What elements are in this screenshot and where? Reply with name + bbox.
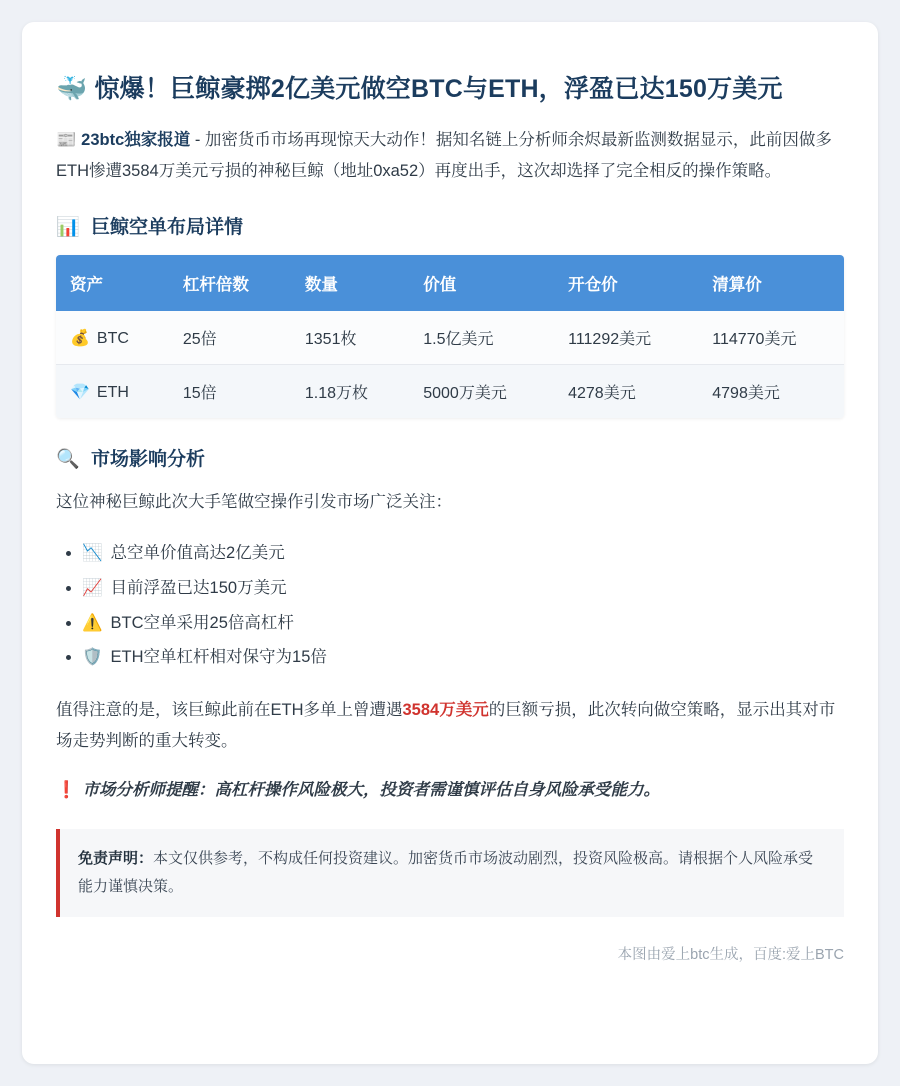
whale-positions-table [56, 255, 844, 418]
column-header-amount: 数量 [291, 255, 409, 311]
column-header-value: 价值 [409, 255, 554, 311]
diamond-icon: 💎 [70, 383, 90, 401]
table-row [56, 311, 844, 365]
list-item [82, 640, 844, 675]
cell-liquidation-price: 114770美元 [698, 311, 844, 365]
page-title [56, 72, 844, 107]
disclaimer-box [56, 829, 844, 917]
table-header-row [56, 255, 844, 311]
table-body [56, 311, 844, 418]
chart-decrease-icon: 📉 [82, 544, 103, 563]
whale-icon: 🐳 [56, 75, 88, 103]
impact-bullet-list [56, 536, 844, 675]
magnifier-icon: 🔍 [56, 449, 80, 471]
analyst-reminder-text: 市场分析师提醒：高杠杆操作风险极大，投资者需谨慎评估自身风险承受能力。 [82, 780, 661, 799]
asset-label: BTC [96, 329, 129, 347]
shield-icon: 🛡️ [82, 648, 103, 667]
note-after: 的巨额亏损，此次转向做空策略，显示出其对市场走势判断的重大转变。 [56, 700, 836, 751]
cell-leverage: 25倍 [169, 311, 291, 365]
money-bag-icon: 💰 [70, 329, 90, 347]
list-item-label: 目前浮盈已达150万美元 [110, 579, 287, 598]
page-title-text: 惊爆！巨鲸豪掷2亿美元做空BTC与ETH，浮盈已达150万美元 [94, 75, 783, 103]
asset-label: ETH [96, 383, 129, 401]
note-before: 值得注意的是，该巨鲸此前在ETH多单上曾遭遇 [56, 700, 403, 719]
table-row [56, 365, 844, 419]
note-highlight: 3584万美元 [402, 700, 489, 719]
section-title-impact [56, 444, 844, 471]
chart-increase-icon: 📈 [82, 579, 103, 598]
analyst-reminder [56, 776, 844, 806]
list-item-label: BTC空单采用25倍高杠杆 [110, 613, 294, 632]
disclaimer-text: 本文仅供参考，不构成任何投资建议。加密货币市场波动剧烈，投资风险极高。请根据个人风险承受能力谨慎决策。 [78, 850, 814, 896]
cell-value: 1.5亿美元 [409, 311, 554, 365]
list-item-label: 总空单价值高达2亿美元 [110, 544, 285, 563]
bar-chart-icon: 📊 [56, 217, 80, 239]
cell-amount: 1.18万枚 [291, 365, 409, 419]
cell-asset [56, 311, 169, 365]
column-header-asset: 资产 [56, 255, 169, 311]
list-item-label: ETH空单杠杆相对保守为15倍 [110, 648, 327, 667]
lead-source: 23btc独家报道 [81, 131, 191, 149]
exclamation-icon: ❗ [56, 780, 77, 799]
cell-open-price: 4278美元 [554, 365, 698, 419]
lead-body: - 加密货币市场再现惊天大动作！据知名链上分析师余烬最新监测数据显示，此前因做多ETH惨遭3584万美元亏损的神秘巨鲸（地址0xa52）再度出手，这次却选择了完全相反的操作策略。 [56, 131, 832, 180]
column-header-liquidation-price: 清算价 [698, 255, 844, 311]
disclaimer-label: 免责声明： [78, 850, 154, 868]
impact-intro: 这位神秘巨鲸此次大手笔做空操作引发市场广泛关注： [56, 493, 452, 512]
cell-open-price: 111292美元 [554, 311, 698, 365]
cell-leverage: 15倍 [169, 365, 291, 419]
section-title-table-text: 巨鲸空单布局详情 [90, 217, 243, 239]
cell-liquidation-price: 4798美元 [698, 365, 844, 419]
cell-amount: 1351枚 [291, 311, 409, 365]
warning-icon: ⚠️ [82, 613, 103, 632]
list-item [82, 571, 844, 606]
footer-credit: 本图由爱上btc生成，百度:爱上BTC [617, 946, 844, 963]
list-item [82, 536, 844, 571]
article-card [22, 22, 878, 1064]
newspaper-icon: 📰 [56, 131, 77, 149]
list-item [82, 606, 844, 641]
column-header-leverage: 杠杆倍数 [169, 255, 291, 311]
cell-value: 5000万美元 [409, 365, 554, 419]
cell-asset [56, 365, 169, 419]
lead-paragraph [56, 125, 844, 186]
table-head [56, 255, 844, 311]
note-paragraph [56, 695, 844, 758]
section-title-table [56, 212, 844, 239]
section-title-impact-text: 市场影响分析 [90, 449, 205, 471]
column-header-open-price: 开仓价 [554, 255, 698, 311]
